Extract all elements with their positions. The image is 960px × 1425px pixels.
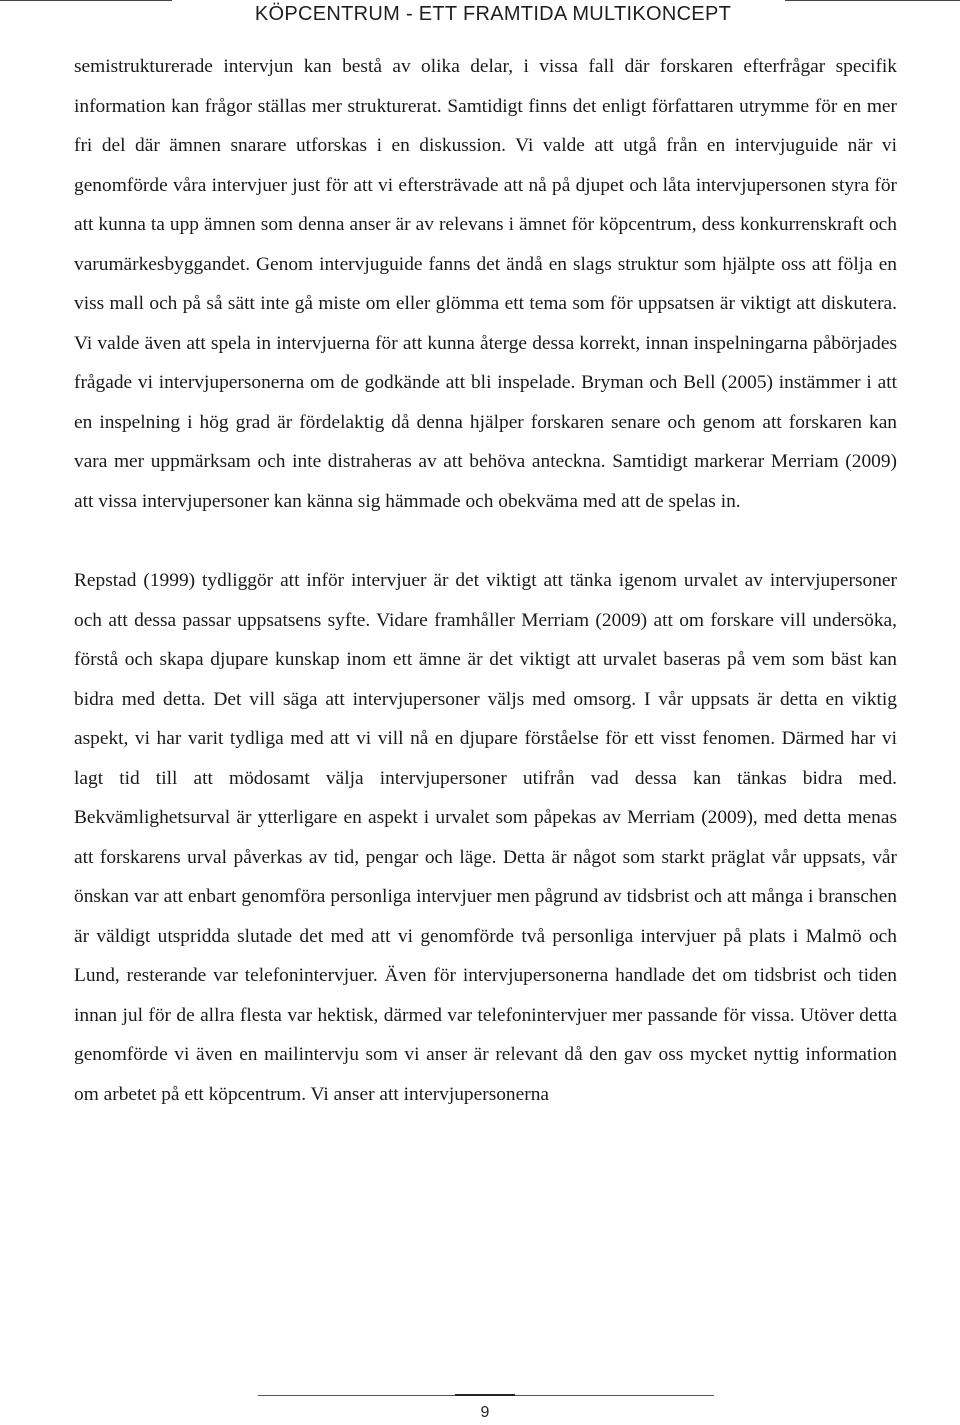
- page-header: [0, 0, 960, 36]
- header-rule-left: [0, 0, 172, 1]
- page-body: [74, 47, 897, 1114]
- body-paragraph-2: Repstad (1999) tydliggör att inför intervjuer är det viktigt att tänka igenom urvalet av intervjupersoner och att dessa passar uppsatsens syfte. Vidare framhåller Merriam (2009) att om forskare vill undersöka, förstå och skapa djupare kunskap inom ett ämne är det viktigt att urvalet baseras på vem som bäst kan bidra med detta. Det vill säga att intervjupersoner väljs med omsorg. I vår uppsats är detta en viktig aspekt, vi har varit tydliga med att vi vill nå en djupare förståelse för ett visst fenomen. Därmed har vi lagt tid till att mödosamt välja intervjupersoner utifrån vad dessa kan tänkas bidra med. Bekvämlighetsurval är ytterligare en aspekt i urvalet som påpekas av Merriam (2009), med detta menas att forskarens urval påverkas av tid, pengar och läge. Detta är något som starkt präglat vår uppsats, vår önskan var att enbart genomföra personliga intervjuer men pågrund av tidsbrist och att många i branschen är väldigt utspridda slutade det med att vi genomförde två personliga intervjuer på plats i Malmö och Lund, resterande var telefonintervjuer. Även för intervjupersonerna handlade det om tidsbrist och tiden innan jul för de allra flesta var hektisk, därmed var telefonintervjuer mer passande för vissa. Utöver detta genomförde vi även en mailintervju som vi anser är relevant då den gav oss mycket nyttig information om arbetet på ett köpcentrum. Vi anser att intervjupersonerna: [74, 570, 897, 1105]
- body-paragraph-1: semistrukturerade intervjun kan bestå av olika delar, i vissa fall där forskaren efterfrågar specifik information kan frågor ställas mer strukturerat. Samtidigt finns det enligt författaren utrymme för en mer fri del där ämnen snarare utforskas i en diskussion. Vi valde att utgå från en intervjuguide när vi genomförde våra intervjuer just för att vi eftersträvade att nå på djupet och låta intervjupersonen styra för att kunna ta upp ämnen som denna anser är av relevans i ämnet för köpcentrum, dess konkurrenskraft och varumärkesbyggandet. Genom intervjuguide fanns det ändå en slags struktur som hjälpte oss att följa en viss mall och på så sätt inte gå miste om eller glömma ett tema som för uppsatsen är viktigt att diskutera. Vi valde även att spela in intervjuerna för att kunna återge dessa korrekt, innan inspelningarna påbörjades frågade vi intervjupersonerna om de godkände att bli inspelade. Bryman och Bell (2005) instämmer i att en inspelning i hög grad är fördelaktig då denna hjälper forskaren senare och genom att forskaren kan vara mer uppmärksam och inte distraheras av att behöva anteckna. Samtidigt markerar Merriam (2009) att vissa intervjupersoner kan känna sig hämmade och obekväma med att de spelas in.: [74, 56, 897, 512]
- page-number: 9: [480, 1404, 490, 1421]
- footer-rule-accent: [455, 1394, 515, 1396]
- header-rule-right: [785, 0, 960, 1]
- running-header-title: KÖPCENTRUM - ETT FRAMTIDA MULTIKONCEPT: [254, 3, 732, 25]
